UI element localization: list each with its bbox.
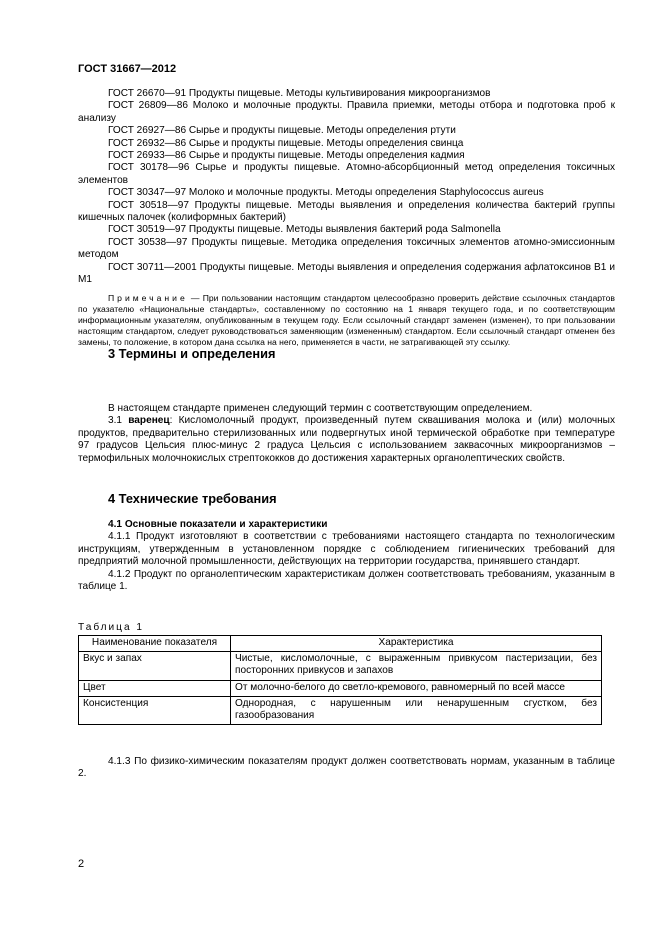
reference-item: ГОСТ 30518—97 Продукты пищевые. Методы выявления и определения количества бактерий группы кишечных палочек (колиформных бактерий) [78, 199, 615, 224]
table-1-caption: Таблица 1 [78, 622, 144, 633]
section-3-body [78, 403, 615, 465]
reference-item: ГОСТ 30178—96 Сырье и продукты пищевые. Атомно-абсорбционный метод определения токсичных элементов [78, 162, 615, 186]
section-4-body [78, 519, 615, 593]
reference-item: ГОСТ 26927—86 Сырье и продукты пищевые. Методы определения ртути [108, 125, 456, 137]
term-number: 3.1 [108, 415, 129, 427]
table-row [79, 652, 602, 680]
table-cell: Консистенция [79, 696, 231, 724]
term-name: варенец [128, 415, 170, 427]
reference-item: ГОСТ 26933—86 Сырье и продукты пищевые. Методы определения кадмия [108, 150, 465, 162]
reference-item: ГОСТ 26670—91 Продукты пищевые. Методы культивирования микроорганизмов [108, 88, 491, 99]
table-cell: Цвет [79, 680, 231, 696]
normative-references [78, 88, 615, 287]
table-cell: Однородная, с нарушенным или ненарушенным сгустком, без газообразования [231, 696, 602, 724]
reference-item: ГОСТ 30711—2001 Продукты пищевые. Методы выявления и определения содержания афлатоксинов В1 и М1 [78, 261, 615, 286]
table-row [79, 696, 602, 724]
note-text: — При пользовании настоящим стандартом целесообразно проверить действие ссылочных стандартов по указателю «Национальные стандарты», составленному по состоянию на 1 января текущего года, и по соответствующим информационным указателям, опубликованным в текущем году. Если ссылочный стандарт заменен (изменен), то при пользовании настоящим стандартом, следует руководствоваться заменяющим (измененным) стандартом. Если ссылочный стандарт отменен без замены, то положение, в котором дана ссылка на него, применяется в части, не затрагивающей эту ссылку. [78, 293, 615, 347]
column-header: Наименование показателя [79, 636, 231, 652]
section-3-title: 3 Термины и определения [108, 346, 276, 361]
section-3-intro: В настоящем стандарте применен следующий термин с соответствующим определением. [108, 403, 533, 414]
reference-item: ГОСТ 30519—97 Продукты пищевые. Методы выявления бактерий рода Salmonella [108, 224, 501, 236]
term-text: : Кисломолочный продукт, произведенный путем сквашивания молока и (или) молочных продуктов, предварительно стерилизованных или подвергнутых иной термической обработке при температуре 97 градусов Цельсия плюс-минус 2 градуса Цельсия с использованием заквасочных микроорганизмов – термофильных молочнокислых стрептококков до достижения характерных органолептических свойств. [78, 415, 615, 464]
reference-item: ГОСТ 30538—97 Продукты пищевые. Методика определения токсичных элементов атомно-эмиссионным методом [78, 236, 615, 261]
paragraph-4-1-2: 4.1.2 Продукт по органолептическим характеристикам должен соответствовать требованиям, указанным в таблице 1. [78, 568, 615, 593]
section-4-title: 4 Технические требования [108, 491, 277, 506]
table-header-row [79, 636, 602, 652]
term-definition [78, 415, 615, 465]
document-header: ГОСТ 31667—2012 [78, 63, 177, 75]
note-paragraph [78, 293, 615, 348]
table-cell: От молочно-белого до светло-кремового, равномерный по всей массе [231, 680, 602, 696]
note-label: Примечание [108, 293, 188, 303]
references-note [78, 293, 615, 348]
table-1 [78, 635, 602, 725]
table-cell: Вкус и запах [79, 652, 231, 680]
table-row [79, 680, 602, 696]
reference-item: ГОСТ 30347—97 Молоко и молочные продукты. Методы определения Staphylococcus aureus [108, 187, 544, 199]
paragraph-4-1-3-block [78, 756, 615, 781]
paragraph-4-1-1: 4.1.1 Продукт изготовляют в соответствии с требованиями настоящего стандарта по технологическим инструкциям, утвержденным в установленном порядке с соблюдением гигиенических требований для предприятий молочной промышленности, действующих на территории государства, принявшего стандарт. [78, 531, 615, 568]
column-header: Характеристика [231, 636, 602, 652]
reference-item: ГОСТ 26809—86 Молоко и молочные продукты. Правила приемки, методы отбора и подготовка проб к анализу [78, 100, 615, 124]
page-number: 2 [78, 858, 85, 870]
table-cell: Чистые, кисломолочные, с выраженным привкусом пастеризации, без посторонних привкусов и запахов [231, 652, 602, 680]
paragraph-4-1-3: 4.1.3 По физико-химическим показателям продукт должен соответствовать нормам, указанным в таблице 2. [78, 756, 615, 780]
subsection-4-1-title: 4.1 Основные показатели и характеристики [108, 519, 328, 530]
reference-item: ГОСТ 26932—86 Сырье и продукты пищевые. Методы определения свинца [108, 137, 464, 149]
